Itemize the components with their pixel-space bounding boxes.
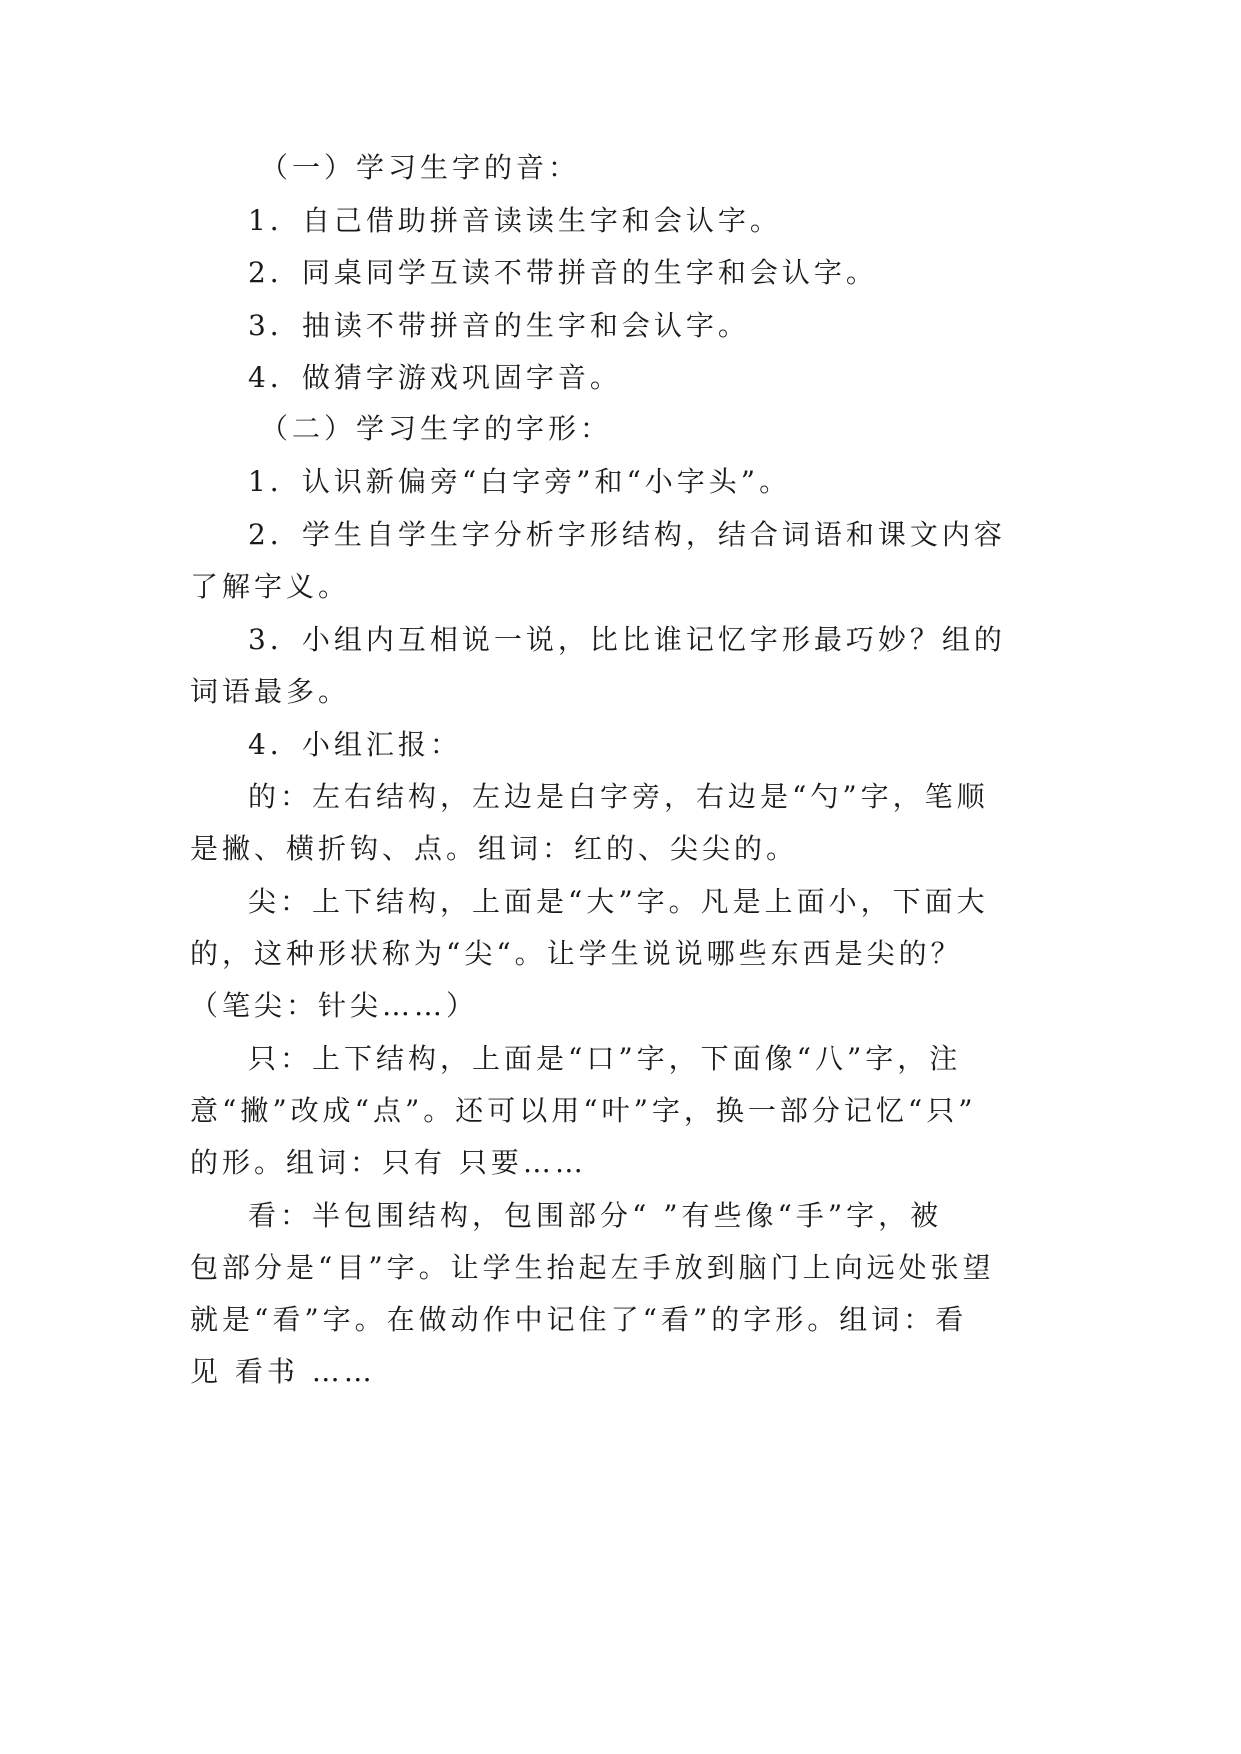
text-line: 尖：上下结构，上面是“大”字。凡是上面小，下面大 <box>248 885 989 918</box>
list-item: 3．抽读不带拼音的生字和会认字。 <box>248 309 750 342</box>
section-heading-sound: （一）学习生字的音： <box>260 151 581 184</box>
text-line: 的：左右结构，左边是白字旁，右边是“勺”字，笔顺 <box>248 780 989 813</box>
text-line: 的，这种形状称为“尖“。让学生说说哪些东西是尖的？ <box>190 937 963 970</box>
list-item: 1．认识新偏旁“白字旁”和“小字头”。 <box>248 465 792 498</box>
text-line: 看：半包围结构，包围部分“ ”有些像“手”字，被 <box>248 1199 943 1232</box>
list-item: 4．小组汇报： <box>248 728 462 761</box>
list-item: 4．做猜字游戏巩固字音。 <box>248 361 622 394</box>
list-item: 2．同桌同学互读不带拼音的生字和会认字。 <box>248 256 878 289</box>
text-line: 只：上下结构，上面是“口”字，下面像“八”字，注 <box>248 1042 962 1075</box>
text-line: 词语最多。 <box>190 675 351 708</box>
list-item: 3．小组内互相说一说，比比谁记忆字形最巧妙？组的 <box>248 623 1006 656</box>
text-line: 见 看书 …… <box>190 1355 376 1388</box>
text-line: 包部分是“目”字。让学生抬起左手放到脑门上向远处张望 <box>190 1251 995 1284</box>
text-line: 就是“看”字。在做动作中记住了“看”的字形。组词：看 <box>190 1303 968 1336</box>
text-line: 是撇、横折钩、点。组词：红的、尖尖的。 <box>190 832 799 865</box>
text-line: 意“撇”改成“点”。还可以用“叶”字，换一部分记忆“只” <box>190 1094 977 1127</box>
text-line: 的形。组词：只有 只要…… <box>190 1146 587 1179</box>
list-item: 1．自己借助拼音读读生字和会认字。 <box>248 204 782 237</box>
list-item: 2．学生自学生字分析字形结构，结合词语和课文内容 <box>248 518 1006 551</box>
text-line: 了解字义。 <box>190 570 351 603</box>
text-line: （笔尖：针尖……） <box>190 989 479 1022</box>
section-heading-shape: （二）学习生字的字形： <box>260 412 613 445</box>
